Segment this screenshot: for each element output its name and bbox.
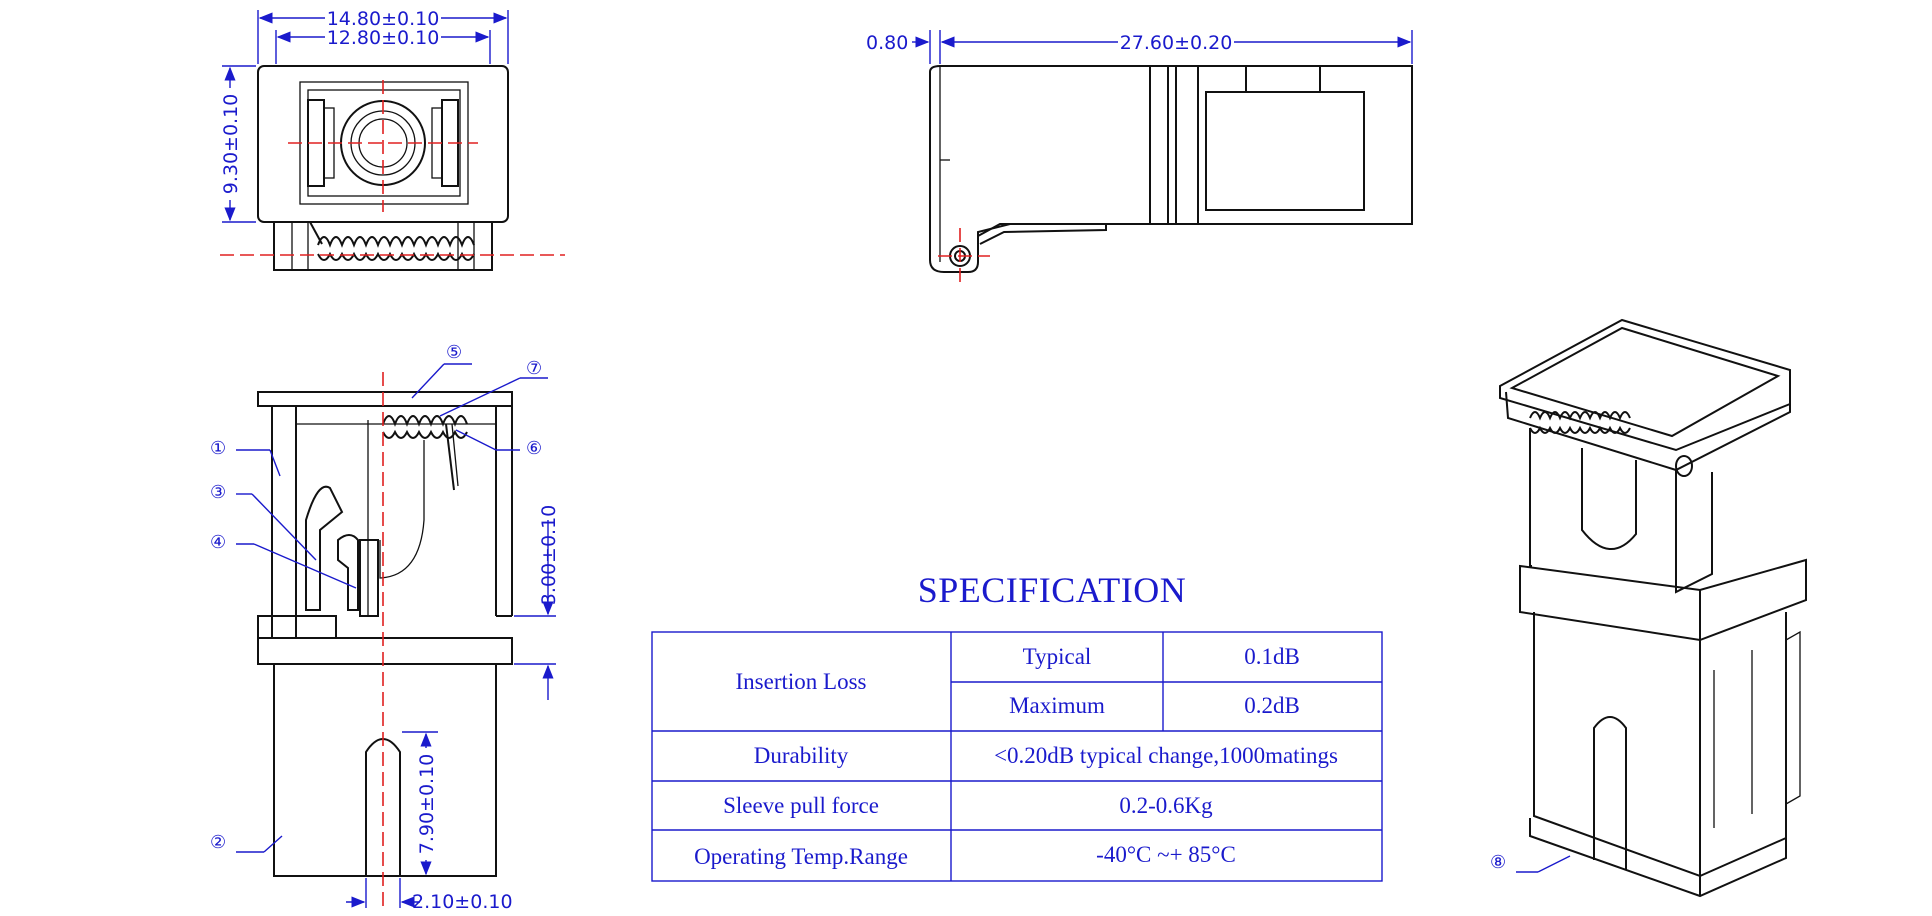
spec-sleeve-pull-value: 0.2-0.6Kg [1119, 793, 1213, 818]
front-view [218, 7, 565, 270]
spec-sleeve-pull: Sleeve pull force [723, 793, 879, 818]
spec-insertion-loss: Insertion Loss [735, 669, 867, 694]
dim-slot-width: 2.10±0.10 [412, 891, 513, 913]
dim-flange: 0.80 [866, 32, 909, 54]
dim-height: 9.30±0.10 [220, 93, 242, 195]
spec-durability: Durability [753, 743, 849, 768]
spec-maximum: Maximum [1009, 693, 1105, 718]
callout-7: ⑦ [526, 358, 543, 379]
spec-maximum-value: 0.2dB [1244, 693, 1300, 718]
callout-3: ③ [210, 482, 227, 503]
spec-typical: Typical [1022, 644, 1092, 669]
section-view [210, 342, 560, 913]
specification-table [652, 570, 1382, 881]
callout-1: ① [210, 438, 227, 459]
side-view [866, 30, 1412, 282]
callout-2: ② [210, 832, 227, 853]
dim-section-height: 3.00±0.10 [538, 504, 560, 606]
dim-length: 27.60±0.20 [1119, 32, 1233, 54]
callout-4: ④ [210, 532, 227, 553]
callout-6: ⑥ [526, 438, 543, 459]
dim-slot-length: 7.90±0.10 [416, 753, 438, 855]
dim-width-inner: 12.80±0.10 [326, 27, 440, 49]
spec-temp-range: Operating Temp.Range [694, 844, 908, 869]
spec-temp-range-value: -40°C ~+ 85°C [1096, 842, 1236, 867]
isometric-view [1490, 320, 1806, 896]
dim-width-outer: 14.80±0.10 [326, 8, 440, 30]
callout-5: ⑤ [446, 342, 463, 363]
callout-8: ⑧ [1490, 852, 1507, 873]
spec-title: SPECIFICATION [917, 570, 1187, 610]
spec-durability-value: <0.20dB typical change,1000matings [994, 743, 1338, 768]
spec-typical-value: 0.1dB [1244, 644, 1300, 669]
